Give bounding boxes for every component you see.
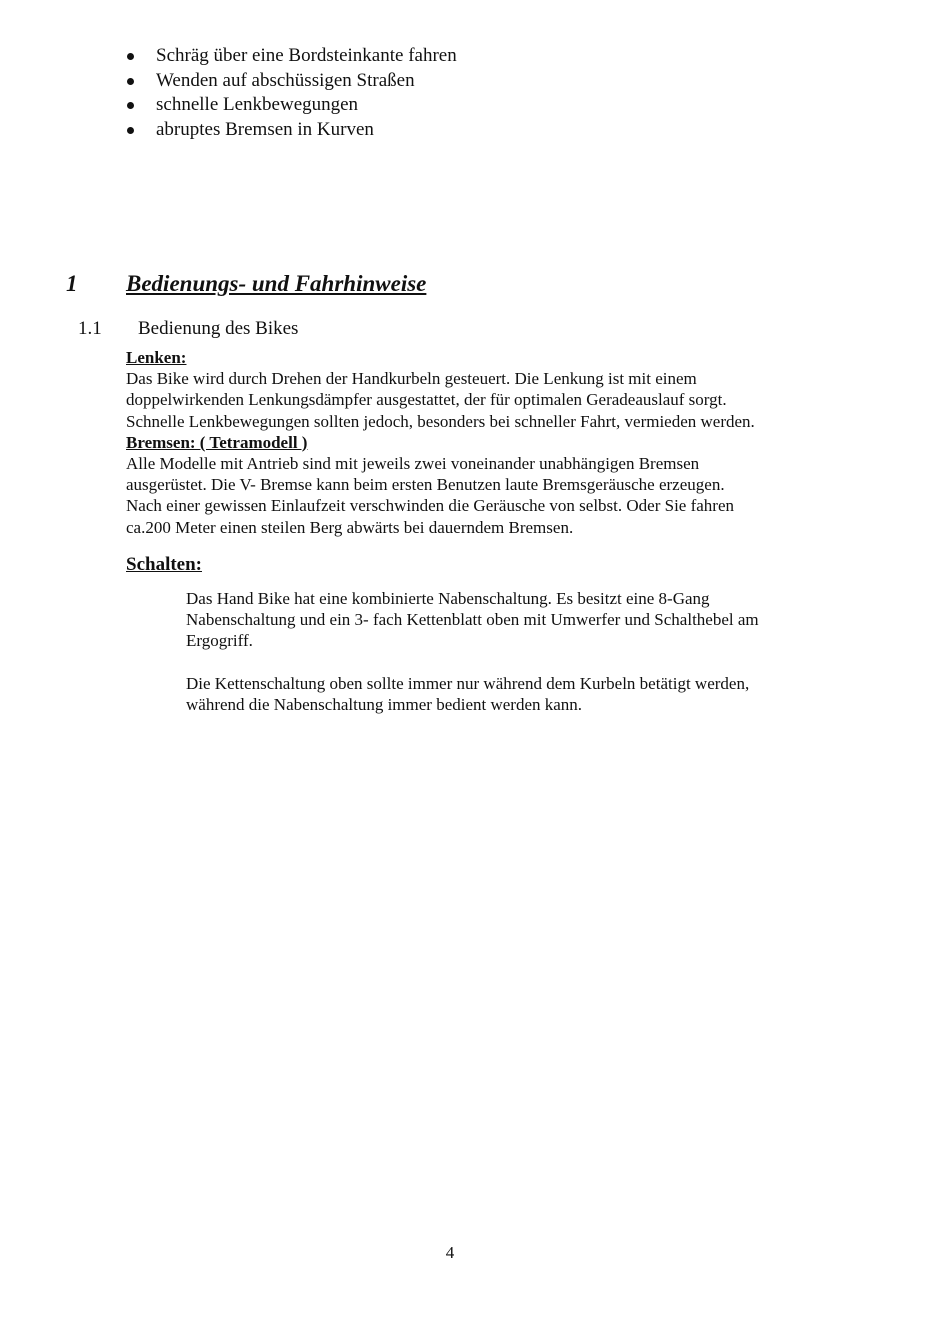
warning-bullet-list — [126, 44, 457, 143]
bullet-item: Schräg über eine Bordsteinkante fahren — [126, 44, 457, 69]
bremsen-heading: Bremsen: ( Tetramodell ) — [126, 432, 308, 452]
schalten-line: Die Kettenschaltung oben sollte immer nur während dem Kurbeln betätigt werden, — [186, 674, 750, 693]
schalten-heading: Schalten: — [126, 554, 202, 575]
subsection-title: Bedienung des Bikes — [138, 318, 299, 339]
lenken-line: Schnelle Lenkbewegungen sollten jedoch, besonders bei schneller Fahrt, vermieden werden. — [126, 411, 755, 431]
lenken-line: doppelwirkenden Lenkungsdämpfer ausgestattet, der für optimalen Geradeauslauf sorgt. — [126, 390, 727, 410]
bremsen-line: ausgerüstet. Die V- Bremse kann beim ersten Benutzen laute Bremsgeräusche erzeugen. — [126, 475, 725, 495]
section-number: 1 — [66, 271, 78, 296]
subsection-number: 1.1 — [78, 318, 102, 339]
lenken-section — [126, 347, 846, 538]
bullet-item: schnelle Lenkbewegungen — [126, 93, 457, 118]
schalten-line: Das Hand Bike hat eine kombinierte Nabenschaltung. Es besitzt eine 8-Gang — [186, 589, 710, 608]
lenken-line: Das Bike wird durch Drehen der Handkurbeln gesteuert. Die Lenkung ist mit einem — [126, 369, 697, 389]
schalten-line: während die Nabenschaltung immer bedient werden kann. — [186, 695, 583, 715]
schalten-paragraph-1 — [186, 588, 826, 652]
schalten-line: Ergogriff. — [186, 631, 253, 651]
bremsen-line: Nach einer gewissen Einlaufzeit verschwinden die Geräusche von selbst. Oder Sie fahren — [126, 496, 734, 516]
lenken-heading: Lenken: — [126, 348, 187, 367]
bullet-item: Wenden auf abschüssigen Straßen — [126, 69, 457, 94]
bremsen-line: ca.200 Meter einen steilen Berg abwärts bei dauerndem Bremsen. — [126, 517, 574, 537]
bremsen-line: Alle Modelle mit Antrieb sind mit jeweils zwei voneinander unabhängigen Bremsen — [126, 454, 700, 474]
schalten-paragraph-2 — [186, 673, 826, 715]
section-title: Bedienungs- und Fahrhinweise — [126, 271, 427, 296]
schalten-line: Nabenschaltung und ein 3- fach Kettenblatt oben mit Umwerfer und Schalthebel am — [186, 610, 759, 630]
bullet-item: abruptes Bremsen in Kurven — [126, 118, 457, 143]
page-number: 4 — [445, 1243, 455, 1262]
